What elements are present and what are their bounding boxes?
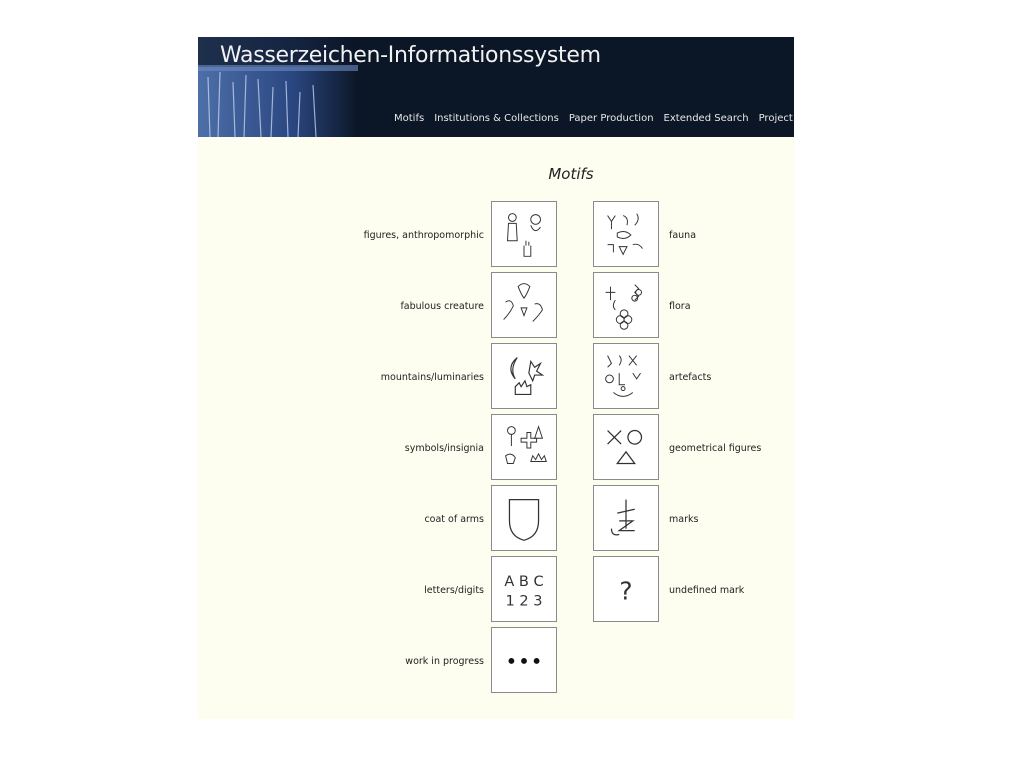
main-nav [394, 113, 793, 124]
mark-icon [594, 486, 658, 550]
shield-icon [492, 486, 556, 550]
tile-coat-of-arms[interactable] [491, 485, 557, 551]
label-figures-anthropomorphic[interactable]: figures, anthropomorphic [363, 230, 484, 241]
tile-undefined-mark[interactable] [593, 556, 659, 622]
nav-motifs[interactable]: Motifs [394, 113, 425, 124]
tile-figures-anthropomorphic[interactable] [491, 201, 557, 267]
letters-text: A B C [504, 574, 544, 591]
label-work-in-progress[interactable]: work in progress [405, 656, 484, 667]
tile-marks[interactable] [593, 485, 659, 551]
nav-institutions[interactable]: Institutions & Collections [434, 113, 559, 124]
flora-icon [594, 273, 658, 337]
label-artefacts[interactable]: artefacts [669, 372, 712, 383]
fabulous-creature-icon [492, 273, 556, 337]
tile-fabulous-creature[interactable] [491, 272, 557, 338]
site-title[interactable]: Wasserzeichen-Informationssystem [220, 43, 601, 68]
nav-extended-search[interactable]: Extended Search [663, 113, 749, 124]
tile-flora[interactable] [593, 272, 659, 338]
ellipsis-icon [492, 628, 556, 692]
tile-letters-digits[interactable] [491, 556, 557, 622]
label-flora[interactable]: flora [669, 301, 691, 312]
anthropomorphic-figures-icon [492, 202, 556, 266]
question-mark-icon [594, 557, 658, 621]
label-undefined-mark[interactable]: undefined mark [669, 585, 745, 596]
nav-project[interactable]: Project [758, 113, 793, 124]
page-title: Motifs [548, 165, 594, 183]
tile-artefacts[interactable] [593, 343, 659, 409]
digits-text: 1 2 3 [505, 593, 543, 610]
label-geometrical-figures[interactable]: geometrical figures [669, 443, 762, 454]
label-symbols-insignia[interactable]: symbols/insignia [404, 443, 484, 454]
geometry-icon [594, 415, 658, 479]
label-fabulous-creature[interactable]: fabulous creature [400, 301, 484, 312]
tile-symbols-insignia[interactable] [491, 414, 557, 480]
tile-mountains-luminaries[interactable] [491, 343, 557, 409]
label-coat-of-arms[interactable]: coat of arms [424, 514, 484, 525]
artefacts-icon [594, 344, 658, 408]
letters-digits-icon [492, 557, 556, 621]
page [198, 37, 794, 719]
fauna-icon [594, 202, 658, 266]
label-fauna[interactable]: fauna [669, 230, 697, 241]
question-glyph: ? [619, 576, 633, 606]
site-header [198, 37, 794, 137]
tile-fauna[interactable] [593, 201, 659, 267]
label-letters-digits[interactable]: letters/digits [424, 585, 484, 596]
tile-work-in-progress[interactable] [491, 627, 557, 693]
label-mountains-luminaries[interactable]: mountains/luminaries [380, 372, 484, 383]
insignia-icon [492, 415, 556, 479]
tile-geometrical-figures[interactable] [593, 414, 659, 480]
moon-sun-mountain-icon [492, 344, 556, 408]
nav-paper-production[interactable]: Paper Production [568, 113, 654, 124]
label-marks[interactable]: marks [669, 514, 699, 525]
